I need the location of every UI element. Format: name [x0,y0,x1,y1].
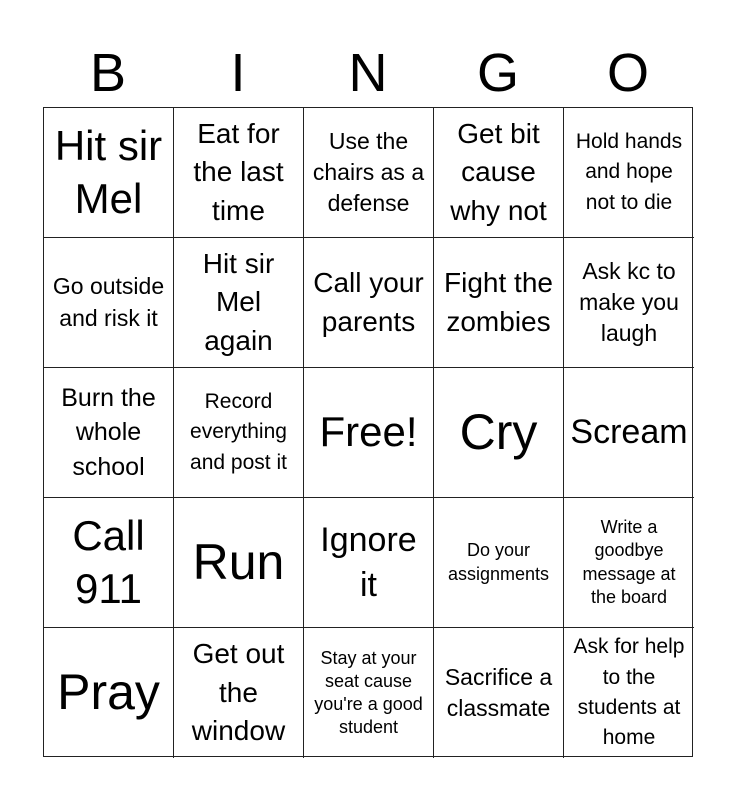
bingo-cell[interactable]: Hold hands and hope not to die [564,108,694,238]
header-letter-i: I [230,43,246,103]
header-letter-g: G [476,43,519,103]
bingo-free-cell[interactable]: Free! [304,368,434,498]
bingo-cell[interactable]: Run [174,498,304,628]
bingo-cell[interactable]: Hit sir Mel [44,108,174,238]
bingo-board [43,107,693,757]
bingo-cell[interactable]: Burn the whole school [44,368,174,498]
bingo-cell[interactable]: Get out the window [174,628,304,758]
bingo-cell[interactable]: Sacrifice a classmate [434,628,564,758]
bingo-cell[interactable]: Pray [44,628,174,758]
bingo-cell[interactable]: Go outside and risk it [44,238,174,368]
bingo-cell[interactable]: Get bit cause why not [434,108,564,238]
bingo-cell[interactable]: Ignore it [304,498,434,628]
bingo-cell[interactable]: Eat for the last time [174,108,304,238]
bingo-cell[interactable]: Scream [564,368,694,498]
bingo-cell[interactable]: Hit sir Mel again [174,238,304,368]
bingo-cell[interactable]: Write a goodbye message at the board [564,498,694,628]
header-letter-b: B [89,43,127,103]
bingo-cell[interactable]: Call 911 [44,498,174,628]
bingo-cell[interactable]: Ask for help to the students at home [573,635,685,750]
bingo-cell[interactable]: Record everything and post it [174,368,304,498]
bingo-cell[interactable]: Stay at your seat cause you're a good student [304,628,434,758]
bingo-cell[interactable]: Use the chairs as a defense [304,108,434,238]
bingo-cell[interactable]: Do your assignments [434,498,564,628]
bingo-cell[interactable]: Call your parents [304,238,434,368]
bingo-cell[interactable]: Fight the zombies [434,238,564,368]
header-letter-o: O [606,43,649,103]
bingo-cell[interactable]: Cry [434,368,564,498]
bingo-header [43,38,693,108]
bingo-cell[interactable]: Ask kc to make you laugh [564,238,694,368]
header-letter-n: N [348,43,388,103]
